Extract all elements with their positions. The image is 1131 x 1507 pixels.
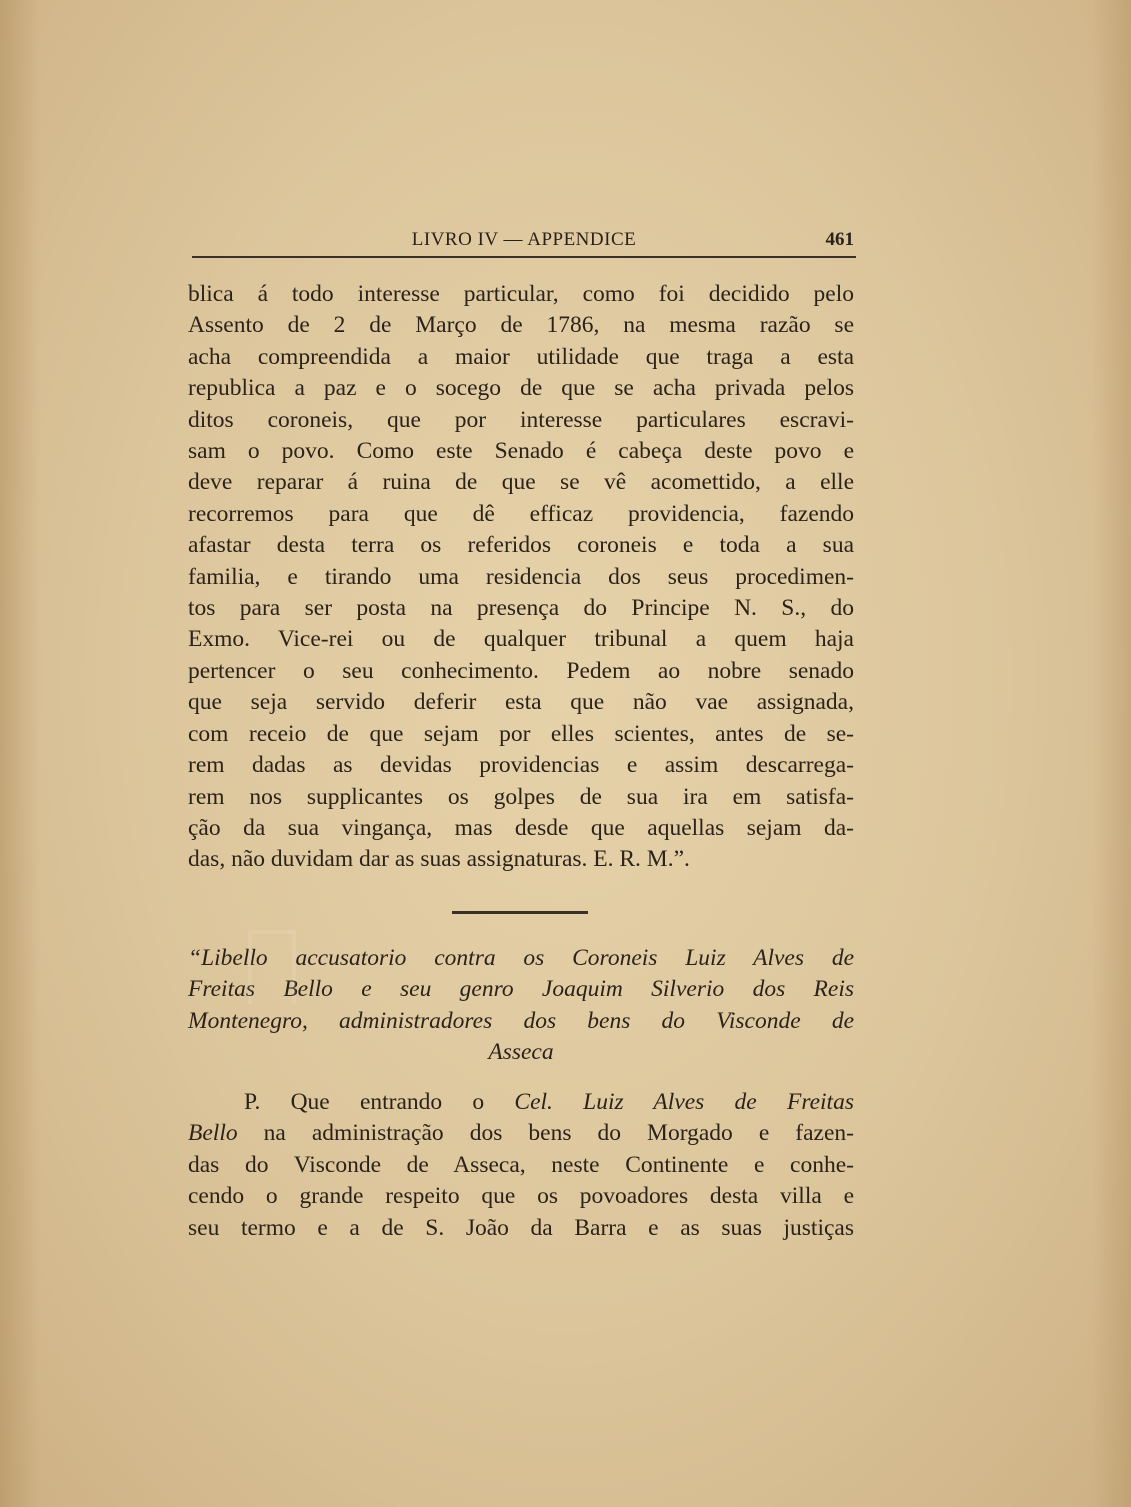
heading-line: “Libello accusatorio contra os Coroneis Luiz Alves de (188, 945, 854, 971)
page-edge-shadow-left (0, 0, 40, 1507)
text-line: afastar desta terra os referidos coroneis e toda a sua (188, 532, 854, 559)
text-line: rem dadas as devidas providencias e assim descarrega- (188, 752, 854, 779)
text-line: blica á todo interesse particular, como foi decidido pelo (188, 281, 854, 307)
text-line (188, 1087, 854, 1118)
text-line: familia, e tirando uma residencia dos seus procedimen- (188, 563, 854, 590)
text-line: ção da sua vingança, mas desde que aquellas sejam da- (188, 814, 854, 841)
text-span: na administração dos bens do Morgado e fazen- (237, 1120, 854, 1147)
text-line: rem nos supplicantes os golpes de sua ira em satisfa- (188, 783, 854, 810)
text-line: acha compreendida a maior utilidade que traga a esta (188, 343, 854, 370)
text-line: recorremos para que dê efficaz providencia, fazendo (188, 500, 854, 527)
body-text (188, 279, 854, 876)
heading-line: Montenegro, administradores dos bens do Visconde de (188, 1007, 854, 1034)
text-line: Exmo. Vice-rei ou de qualquer tribunal a quem haja (188, 626, 854, 653)
running-header (192, 227, 856, 257)
text-line: das do Visconde de Asseca, neste Continente e conhe- (188, 1151, 854, 1178)
paragraph-text (188, 1087, 854, 1244)
watermark-icon (248, 930, 296, 1004)
text-line: seu termo e a de S. João da Barra e as suas justiças (188, 1214, 854, 1241)
text-line: sam o povo. Como este Senado é cabeça deste povo e (188, 438, 854, 465)
text-line: deve reparar á ruina de que se vê acomettido, a elle (188, 469, 854, 496)
text-line: tos para ser posta na presença do Principe N. S., do (188, 595, 854, 622)
header-rule (192, 256, 856, 258)
text-line: republica a paz e o socego de que se acha privada pelos (188, 375, 854, 402)
heading-line: Asseca (488, 1039, 554, 1066)
text-line: cendo o grande respeito que os povoadores desta villa e (188, 1183, 854, 1210)
italic-span: Cel. Luiz Alves de Freitas (514, 1089, 854, 1115)
italic-span: Bello (188, 1120, 238, 1147)
section-divider (452, 911, 588, 914)
text-line: com receio de que sejam por elles scientes, antes de se- (188, 720, 854, 747)
heading-line: Freitas Bello e seu genro Joaquim Silverio dos Reis (188, 976, 854, 1003)
text-line: que seja servido deferir esta que não vae assignada, (188, 689, 854, 716)
page-edge-shadow-right (1091, 0, 1131, 1507)
text-line: das, não duvidam dar as suas assignaturas. E. R. M.”. (188, 846, 690, 873)
text-line: pertencer o seu conhecimento. Pedem ao nobre senado (188, 657, 854, 684)
header-title: LIVRO IV — APPENDICE (411, 229, 637, 250)
text-line: Assento de 2 de Março de 1786, na mesma razão se (188, 312, 854, 339)
text-line: ditos coroneis, que por interesse particulares escravi- (188, 406, 854, 433)
page-number: 461 (825, 229, 854, 250)
text-line (188, 1118, 854, 1149)
text-span: P. Que entrando o (244, 1089, 515, 1115)
